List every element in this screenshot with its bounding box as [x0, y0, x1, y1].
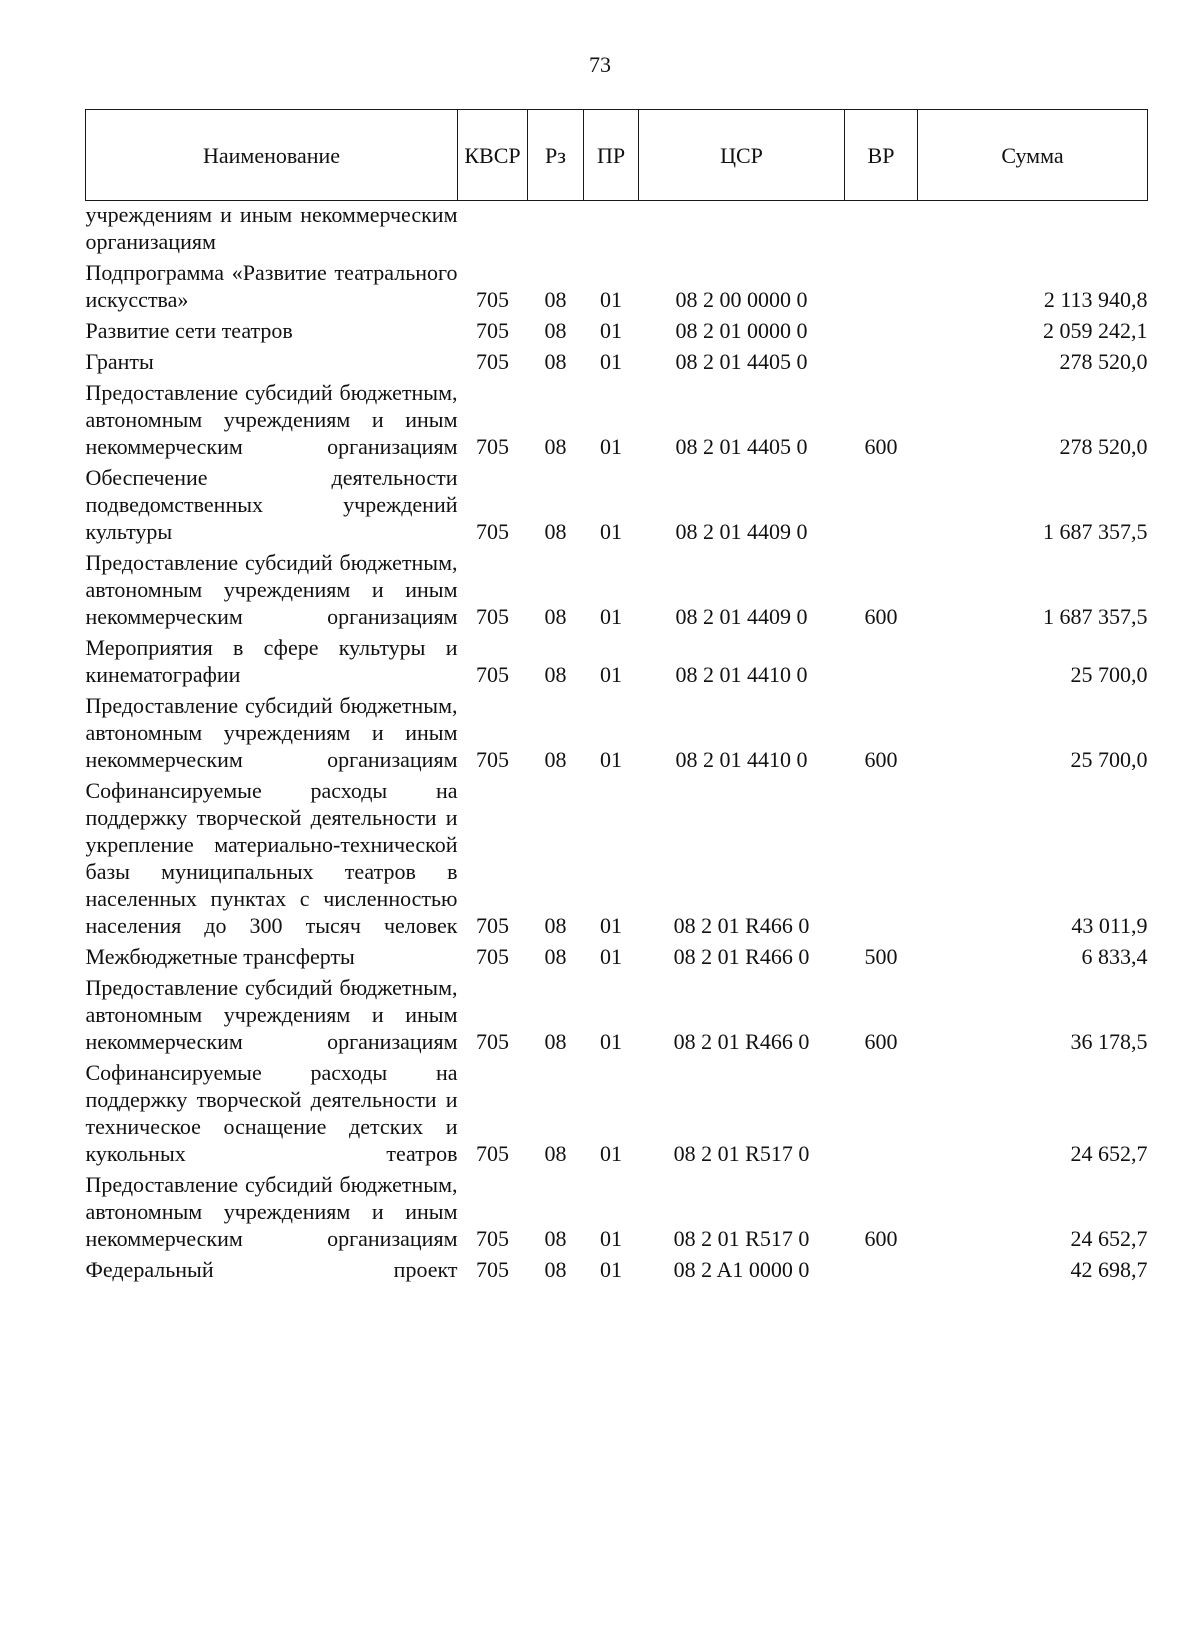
row-name: Предоставление субсидий бюджетным, автономным учреждениям и иным некоммерческим организациям — [85, 975, 458, 1054]
row-name: Софинансируемые расходы на поддержку творческой деятельности и укрепление материально-технической базы муниципальных театров в населенных пунктах с численностью населения до 300 тысяч человек — [85, 778, 458, 938]
row-vr: 600 — [864, 434, 898, 459]
table-row — [86, 313, 1148, 344]
table-row — [86, 630, 1148, 688]
row-pr: 01 — [600, 913, 622, 938]
row-rz: 08 — [544, 519, 567, 544]
row-sum: 24 652,7 — [1070, 1226, 1148, 1251]
row-sum: 278 520,0 — [1059, 349, 1148, 374]
row-name: Обеспечение деятельности подведомственных учреждений культуры — [85, 465, 458, 544]
row-sum: 1 687 357,5 — [1043, 604, 1148, 629]
row-rz: 08 — [544, 747, 567, 772]
row-kvsr: 705 — [476, 434, 509, 459]
row-rz: 08 — [544, 944, 567, 969]
row-kvsr: 705 — [476, 944, 509, 969]
row-vr — [845, 344, 918, 375]
row-vr — [845, 1252, 918, 1283]
row-rz: 08 — [544, 318, 567, 343]
row-sum: 42 698,7 — [1070, 1257, 1148, 1282]
row-pr — [584, 201, 639, 256]
row-pr: 01 — [600, 662, 622, 687]
table-row — [86, 939, 1148, 970]
table-row — [86, 773, 1148, 939]
row-name: Предоставление субсидий бюджетным, автономным учреждениям и иным некоммерческим организациям — [85, 1172, 458, 1251]
row-csr: 08 2 01 R517 0 — [673, 1226, 810, 1251]
row-pr: 01 — [600, 519, 622, 544]
table-row — [86, 970, 1148, 1055]
header-vr: ВР — [845, 110, 918, 201]
row-pr: 01 — [600, 944, 622, 969]
row-kvsr: 705 — [476, 1257, 509, 1282]
row-rz: 08 — [544, 287, 567, 312]
row-kvsr — [458, 201, 528, 256]
table-row — [86, 201, 1148, 256]
row-name: Межбюджетные трансферты — [85, 944, 355, 969]
row-name: Софинансируемые расходы на поддержку творческой деятельности и техническое оснащение детских и кукольных театров — [85, 1060, 458, 1166]
row-vr: 600 — [864, 1029, 898, 1054]
row-pr: 01 — [600, 1226, 622, 1251]
row-vr — [845, 255, 918, 313]
row-pr: 01 — [600, 604, 622, 629]
row-csr: 08 2 01 4405 0 — [675, 349, 808, 374]
row-sum: 2 059 242,1 — [1043, 318, 1148, 343]
row-kvsr: 705 — [476, 913, 509, 938]
row-csr — [639, 201, 845, 256]
row-kvsr: 705 — [476, 747, 509, 772]
row-kvsr: 705 — [476, 287, 509, 312]
table-body — [86, 201, 1148, 1284]
row-vr — [845, 630, 918, 688]
row-csr: 08 2 00 0000 0 — [675, 287, 808, 312]
row-csr: 08 2 01 4410 0 — [675, 747, 808, 772]
row-name: Предоставление субсидий бюджетным, автономным учреждениям и иным некоммерческим организациям — [85, 550, 458, 629]
table-header — [86, 110, 1148, 201]
header-rz: Рз — [528, 110, 584, 201]
row-name: Гранты — [85, 349, 154, 374]
budget-table — [85, 109, 1148, 1283]
table-row — [86, 344, 1148, 375]
row-name: Федеральный проект — [85, 1257, 458, 1282]
row-vr — [845, 1055, 918, 1167]
row-kvsr: 705 — [476, 1141, 509, 1166]
row-pr: 01 — [600, 434, 622, 459]
row-sum: 25 700,0 — [1070, 662, 1148, 687]
row-csr: 08 2 01 R517 0 — [673, 1141, 810, 1166]
row-vr — [845, 201, 918, 256]
row-vr — [845, 313, 918, 344]
row-csr: 08 2 01 4405 0 — [675, 434, 808, 459]
row-vr: 600 — [864, 604, 898, 629]
row-csr: 08 2 01 R466 0 — [673, 913, 810, 938]
row-csr: 08 2 01 R466 0 — [673, 944, 810, 969]
row-vr — [845, 773, 918, 939]
row-csr: 08 2 01 0000 0 — [675, 318, 808, 343]
row-rz: 08 — [544, 1257, 567, 1282]
row-pr: 01 — [600, 287, 622, 312]
row-name: Мероприятия в сфере культуры и кинематографии — [85, 635, 458, 687]
row-pr: 01 — [600, 1141, 622, 1166]
row-rz: 08 — [544, 1029, 567, 1054]
row-vr — [845, 460, 918, 545]
row-sum: 43 011,9 — [1071, 913, 1148, 938]
row-sum: 24 652,7 — [1070, 1141, 1148, 1166]
row-name: Подпрограмма «Развитие театрального искусства» — [85, 260, 458, 312]
row-sum: 1 687 357,5 — [1043, 519, 1148, 544]
row-csr: 08 2 01 4410 0 — [675, 662, 808, 687]
row-sum: 278 520,0 — [1059, 434, 1148, 459]
row-vr: 500 — [864, 944, 898, 969]
row-name: учреждениям и иным некоммерческим организациям — [85, 202, 458, 254]
row-kvsr: 705 — [476, 1029, 509, 1054]
row-kvsr: 705 — [476, 1226, 509, 1251]
row-rz: 08 — [544, 349, 567, 374]
table-row — [86, 375, 1148, 460]
row-pr: 01 — [600, 349, 622, 374]
row-kvsr: 705 — [476, 662, 509, 687]
row-rz: 08 — [544, 662, 567, 687]
row-sum: 2 113 940,8 — [1043, 287, 1148, 312]
row-pr: 01 — [600, 747, 622, 772]
row-rz: 08 — [544, 434, 567, 459]
header-name: Наименование — [86, 110, 458, 201]
table-row — [86, 1167, 1148, 1252]
page-number: 73 — [589, 52, 611, 77]
table-row — [86, 1252, 1148, 1283]
table-row — [86, 1055, 1148, 1167]
row-kvsr: 705 — [476, 349, 509, 374]
row-name: Предоставление субсидий бюджетным, автономным учреждениям и иным некоммерческим организациям — [85, 693, 458, 772]
header-kvsr: КВСР — [458, 110, 528, 201]
table-row — [86, 255, 1148, 313]
row-rz: 08 — [544, 1226, 567, 1251]
row-rz: 08 — [544, 1141, 567, 1166]
table-row — [86, 460, 1148, 545]
row-sum: 6 833,4 — [1081, 944, 1148, 969]
row-rz: 08 — [544, 913, 567, 938]
row-kvsr: 705 — [476, 318, 509, 343]
row-kvsr: 705 — [476, 519, 509, 544]
row-name: Развитие сети театров — [85, 318, 293, 343]
header-csr: ЦСР — [639, 110, 845, 201]
row-vr: 600 — [864, 1226, 898, 1251]
row-sum: 25 700,0 — [1070, 747, 1148, 772]
row-name: Предоставление субсидий бюджетным, автономным учреждениям и иным некоммерческим организациям — [85, 380, 458, 459]
table-row — [86, 545, 1148, 630]
row-pr: 01 — [600, 1257, 622, 1282]
row-sum: 36 178,5 — [1070, 1029, 1148, 1054]
row-vr: 600 — [864, 747, 898, 772]
row-rz — [528, 201, 584, 256]
row-csr: 08 2 A1 0000 0 — [673, 1257, 810, 1282]
row-csr: 08 2 01 4409 0 — [675, 519, 808, 544]
header-pr: ПР — [584, 110, 639, 201]
header-sum: Сумма — [918, 110, 1148, 201]
row-pr: 01 — [600, 318, 622, 343]
row-rz: 08 — [544, 604, 567, 629]
row-pr: 01 — [600, 1029, 622, 1054]
row-sum — [918, 201, 1148, 256]
table-row — [86, 688, 1148, 773]
row-csr: 08 2 01 4409 0 — [675, 604, 808, 629]
row-kvsr: 705 — [476, 604, 509, 629]
row-csr: 08 2 01 R466 0 — [673, 1029, 810, 1054]
